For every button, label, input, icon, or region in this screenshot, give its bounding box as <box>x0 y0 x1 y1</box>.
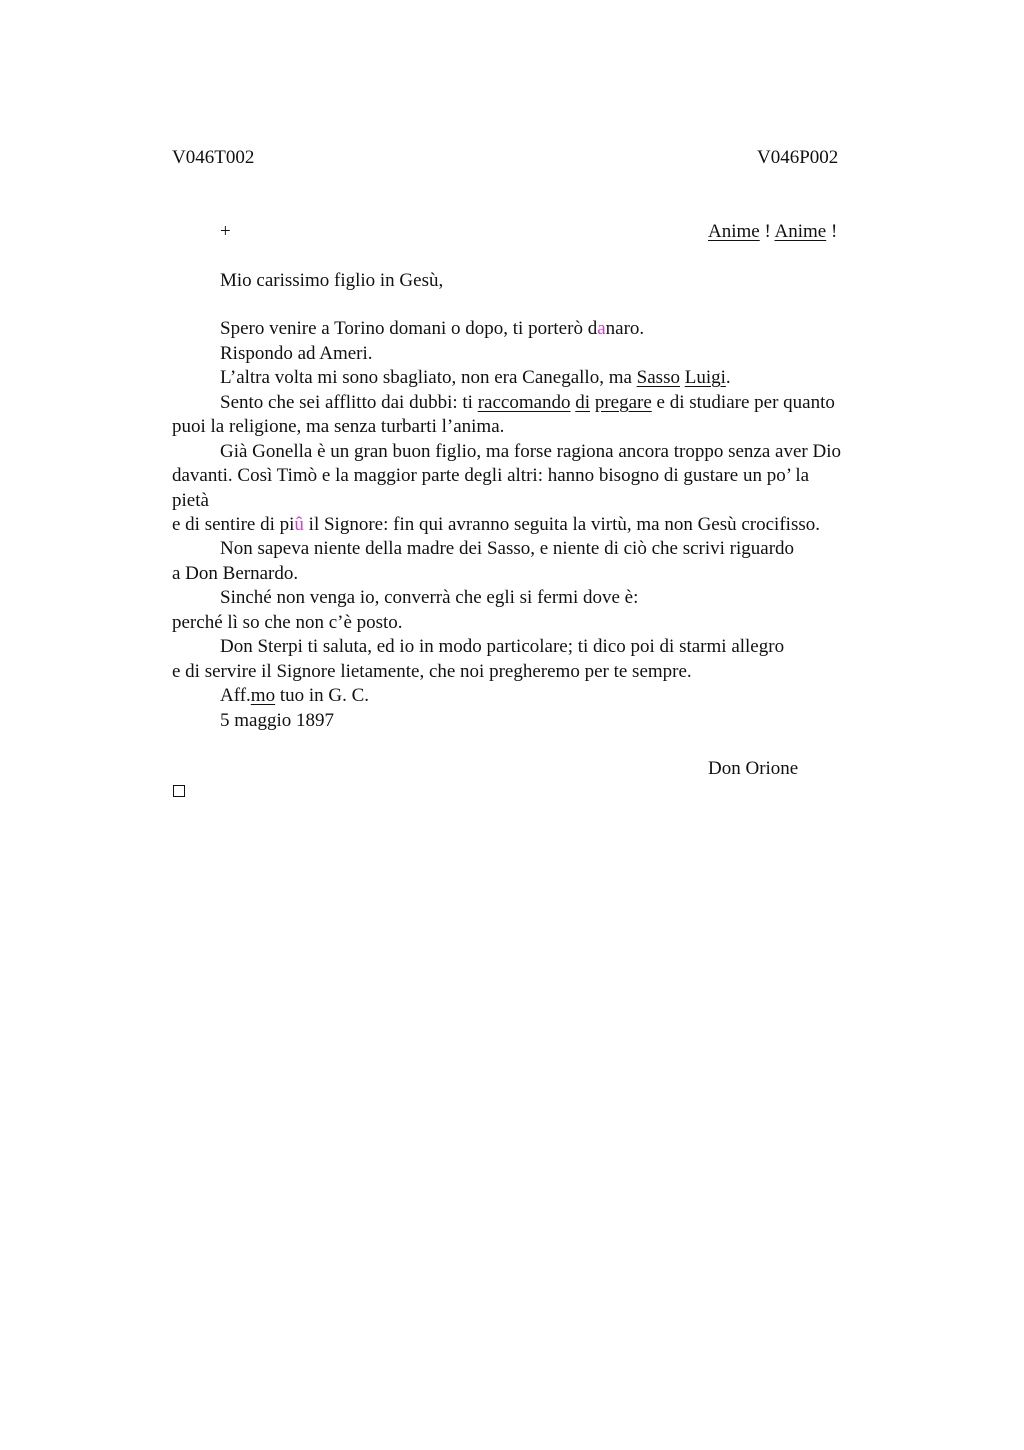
underlined-word: Sasso <box>636 367 680 388</box>
text-run: e di studiare per quanto <box>651 392 835 413</box>
body-line: Rispondo ad Ameri. <box>220 343 373 364</box>
underlined-word: Luigi <box>684 367 726 388</box>
highlighted-letter: û <box>294 514 304 535</box>
text-run: L’altra volta mi sono sbagliato, non era Canegallo, ma <box>220 367 637 388</box>
text-run: Sento che sei afflitto dai dubbi: ti <box>220 392 478 413</box>
text-run: Aff. <box>220 685 251 706</box>
body-line: pietà <box>172 490 209 511</box>
signature: Don Orione <box>708 758 799 779</box>
date-line: 5 maggio 1897 <box>220 710 334 731</box>
body-line: e di servire il Signore lietamente, che noi pregheremo per te sempre. <box>172 661 692 682</box>
body-line <box>220 317 644 341</box>
body-line: Don Sterpi ti saluta, ed io in modo particolare; ti dico poi di starmi allegro <box>220 636 785 657</box>
cross-mark: + <box>220 221 231 242</box>
text-run: e di sentire di pi <box>172 514 295 535</box>
text-run: . <box>725 367 731 388</box>
body-line: puoi la religione, ma senza turbarti l’anima. <box>172 416 505 437</box>
body-line: Già Gonella è un gran buon figlio, ma forse ragiona ancora troppo senza aver Dio <box>220 441 841 462</box>
underlined-word: mo <box>250 685 276 706</box>
motto-word-1: Anime <box>708 221 760 242</box>
end-box-icon <box>173 785 185 797</box>
motto-end: ! <box>826 221 838 242</box>
body-line <box>220 366 731 390</box>
highlighted-letter: a <box>597 318 606 339</box>
motto <box>708 220 837 244</box>
underlined-word: di <box>575 392 591 413</box>
text-run: il Signore: fin qui avranno seguita la virtù, ma non Gesù crocifisso. <box>303 514 820 535</box>
body-line: a Don Bernardo. <box>172 563 299 584</box>
body-line: perché lì so che non c’è posto. <box>172 612 403 633</box>
text-run: Spero venire a Torino domani o dopo, ti porterò d <box>220 318 598 339</box>
underlined-word: raccomando <box>477 392 571 413</box>
motto-word-2: Anime <box>774 221 827 242</box>
underlined-word: pregare <box>594 392 652 413</box>
text-run: tuo in G. C. <box>275 685 370 706</box>
page-code-right: V046P002 <box>757 147 839 168</box>
body-line: Non sapeva niente della madre dei Sasso, e niente di ciò che scrivi riguardo <box>220 538 795 559</box>
closing-line <box>220 684 369 708</box>
text-run: naro. <box>605 318 645 339</box>
salutation: Mio carissimo figlio in Gesù, <box>220 270 444 291</box>
body-line <box>172 513 820 537</box>
body-line: Sinché non venga io, converrà che egli si fermi dove è: <box>220 587 639 608</box>
document-code-left: V046T002 <box>172 147 255 168</box>
body-line: davanti. Così Timò e la maggior parte degli altri: hanno bisogno di gustare un po’ la <box>172 465 810 486</box>
body-line <box>220 391 835 415</box>
motto-separator: ! <box>759 221 775 242</box>
